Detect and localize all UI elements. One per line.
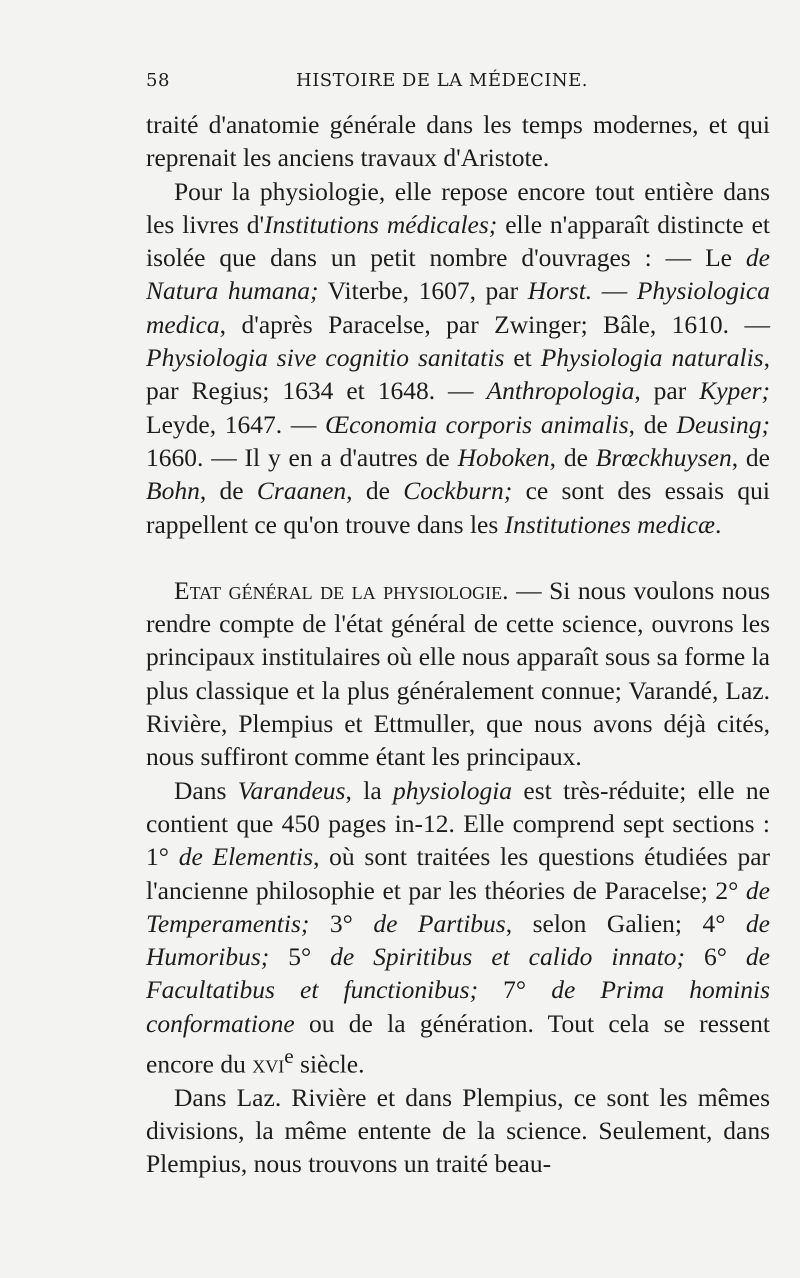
- italic-text: Kyper;: [699, 376, 770, 406]
- text-run: ce sont des essais qui rappellent ce qu'on trouve dans les: [146, 476, 770, 539]
- italic-text: de Natura humana;: [146, 243, 770, 306]
- text-run: , de: [549, 442, 596, 472]
- running-header: [146, 70, 766, 100]
- text-run: Pour la physiologie, elle repose encore tout entière dans les livres d': [146, 176, 770, 239]
- italic-text: de Humoribus;: [146, 908, 770, 972]
- text-run: , la: [345, 775, 394, 805]
- italic-text: Institutiones medicæ: [504, 509, 716, 539]
- italic-text: Physiologia sive cognitio sanitatis: [146, 343, 505, 373]
- text-run: ou de la génération. Tout cela se ressent encore du: [146, 1008, 770, 1079]
- italic-text: Deusing;: [676, 409, 771, 439]
- small-caps-text: xvi: [252, 1049, 285, 1079]
- italic-text: Brœckhuysen: [595, 442, 732, 472]
- text-run: 5°: [269, 942, 331, 972]
- text-run: 7°: [478, 975, 552, 1005]
- italic-text: Physiologica medica: [146, 276, 770, 339]
- italic-text: Horst.: [527, 276, 593, 306]
- italic-text: Œconomia corporis animalis: [325, 409, 629, 439]
- paragraph: [146, 774, 770, 1081]
- paragraph: [146, 574, 770, 774]
- text-run: , par: [634, 376, 700, 406]
- paragraph: [146, 108, 770, 175]
- italic-text: de Elementis: [178, 842, 314, 872]
- text-run: 3°: [309, 908, 374, 938]
- text-run: , de: [628, 409, 677, 439]
- page-body: [146, 108, 770, 1181]
- text-run: 6°: [685, 942, 746, 972]
- text-run: , de: [731, 442, 770, 472]
- text-run: , de: [346, 476, 404, 506]
- paragraph: [146, 1081, 770, 1181]
- italic-text: Hoboken: [457, 442, 550, 472]
- text-run: , par Regius; 1634 et 1648. —: [146, 343, 770, 406]
- text-run: , où sont traitées les questions étudiées par l'ancienne philosophie et par les théories de Paracelse; 2°: [146, 842, 771, 905]
- text-run: Viterbe, 1607, par: [318, 276, 528, 306]
- italic-text: Varandeus: [237, 775, 346, 805]
- text-run: Leyde, 1647. —: [146, 409, 326, 439]
- italic-text: de Temperamentis;: [146, 875, 770, 938]
- small-caps-text: Etat général de la physiologie.: [174, 575, 509, 605]
- italic-text: physiologia: [393, 775, 513, 805]
- text-run: , de: [199, 476, 257, 506]
- italic-text: de Prima hominis conformatione: [146, 975, 770, 1038]
- italic-text: Anthropologia: [486, 376, 635, 406]
- italic-text: Craanen: [256, 476, 347, 506]
- text-run: et: [504, 343, 541, 373]
- italic-text: de Spiritibus et calido innato;: [330, 942, 686, 972]
- text-run: — Si nous voulons nous rendre compte de l'état général de cette science, ouvrons les principaux institulaires où elle nous apparaît sous sa forme la plus classique et la plus généralement connue; Varandé, Laz. Rivière, Plempius et Ettmuller, que nous avons déjà cités, nous suffiront comme étant les principaux.: [146, 575, 770, 772]
- text-run: 1660. — Il y en a d'autres de: [146, 442, 458, 472]
- text-run: elle n'apparaît distincte et isolée que dans un petit nombre d'ouvrages : — Le: [146, 209, 771, 273]
- text-run: siècle.: [293, 1049, 365, 1079]
- text-run: est très-réduite; elle ne contient que 450 pages in-12. Elle comprend sept sections : 1°: [146, 775, 770, 872]
- italic-text: Institutions médicales;: [264, 209, 498, 239]
- page-number: 58: [146, 70, 170, 91]
- text-run: Dans: [174, 775, 238, 805]
- italic-text: de Partibus: [373, 908, 506, 938]
- text-run: , selon Galien; 4°: [505, 908, 746, 938]
- paragraph: [146, 175, 770, 541]
- italic-text: Physiologia naturalis: [540, 343, 764, 373]
- italic-text: Cockburn;: [403, 476, 513, 506]
- text-run: , d'après Paracelse, par Zwinger; Bâle, 1610. —: [219, 309, 770, 339]
- text-run: Dans Laz. Rivière et dans Plempius, ce sont les mêmes divisions, la même entente de la science. Seulement, dans Plempius, nous trouvons un traité beau-: [146, 1082, 770, 1179]
- superscript-text: e: [284, 1044, 294, 1069]
- italic-text: Bohn: [146, 476, 200, 506]
- italic-text: de Facultatibus et functionibus;: [146, 942, 770, 1005]
- text-run: .: [715, 509, 722, 539]
- text-run: traité d'anatomie générale dans les temps modernes, et qui reprenait les anciens travaux d'Aristote.: [146, 110, 770, 173]
- running-title: HISTOIRE DE LA MÉDECINE.: [296, 70, 589, 91]
- text-run: —: [592, 276, 637, 306]
